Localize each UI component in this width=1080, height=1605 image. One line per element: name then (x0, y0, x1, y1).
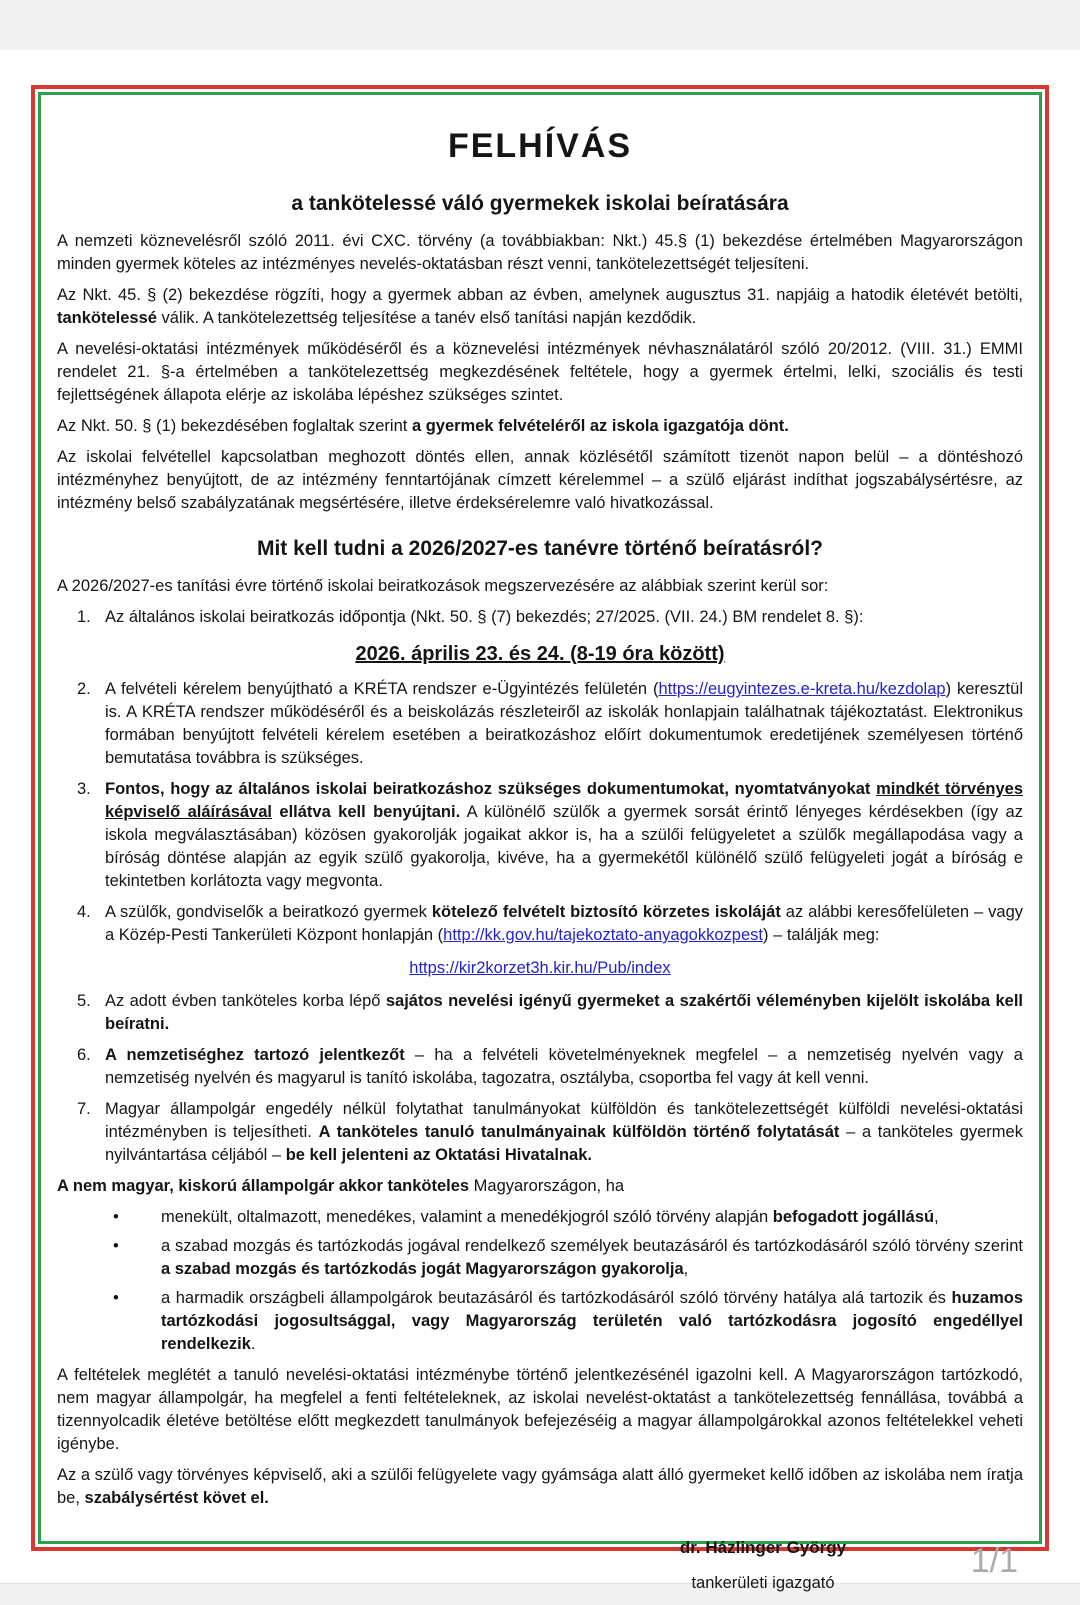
list-item-number: 7. (77, 1100, 91, 1118)
intro-paragraph-2 (57, 284, 1023, 330)
text-segment: huzamos tartózkodási jogosultsággal, vagy Magyarország területén való tartózkodásra jogosító engedéllyel rendelkezik (161, 1289, 1023, 1353)
text-segment: A nemzeti köznevelésről szóló 2011. évi CXC. törvény (a továbbiakban: Nkt.) 45.§ (1) bekezdése értelmében Magyarországon minden gyermek köteles az intézményes nevelés-oktatásban részt venni, tankötelezettségét teljesíteni. (57, 232, 1023, 273)
text-segment: ellátva kell benyújtani. (272, 803, 461, 821)
intro-paragraph-4 (57, 415, 1023, 438)
text-segment: – a tanköteles gyermek nyilvántartása céljából – (105, 1123, 1023, 1164)
list-item-number: 2. (77, 680, 91, 698)
document-page (0, 50, 1080, 1592)
list-item-number: 6. (77, 1046, 91, 1064)
text-segment: A nem magyar, kiskorú állampolgár akkor tanköteles (57, 1177, 470, 1195)
signature-block (613, 1538, 913, 1593)
text-segment: Az Nkt. 45. § (2) bekezdése rögzíti, hogy a gyermek abban az évben, amelynek augusztus 31. napjáig a hatodik életévét betölti, (57, 286, 1023, 304)
list-item-3 (57, 778, 1023, 893)
bullet-text (161, 1206, 1023, 1229)
korzet-link-row (57, 959, 1023, 978)
korzet-search-link[interactable]: https://kir2korzet3h.kir.hu/Pub/index (409, 959, 671, 977)
list-item-text (105, 1044, 1023, 1090)
text-segment: a szabad mozgás és tartózkodás jogával rendelkező személyek beutazásáról és tartózkodásáról szóló törvény szerint (161, 1237, 1023, 1255)
enrollment-date: 2026. április 23. és 24. (8-19 óra között) (355, 643, 725, 665)
list-item-number: 3. (77, 780, 91, 798)
intro-paragraph-1 (57, 230, 1023, 276)
document-red-border (31, 85, 1049, 1592)
section-title: Mit kell tudni a 2026/2027-es tanévre történő beíratásról? (256, 537, 824, 560)
intro-paragraph-3 (57, 338, 1023, 407)
bullet-list (57, 1206, 1023, 1356)
inline-link[interactable]: https://eugyintezes.e-kreta.hu/kezdolap (658, 680, 946, 698)
text-segment: Az általános iskolai beiratkozás időpontja (Nkt. 50. § (7) bekezdés; 27/2025. (VII. 24.) BM rendelet 8. §): (105, 608, 864, 626)
text-segment: A szülők, gondviselők a beiratkozó gyermek (105, 903, 432, 921)
text-segment: ) – találják meg: (762, 926, 880, 944)
bullet-marker: • (113, 1237, 119, 1255)
bullet-item-3 (113, 1287, 1023, 1356)
list-item-5 (57, 990, 1023, 1036)
list-item-7 (57, 1098, 1023, 1167)
text-segment: ) keresztül is. A KRÉTA rendszer működéséről és a beiskolázás részleteiről az iskolák honlapjain találhatnak tájékoztatást. Elektronikus formában benyújtott felvételi kérelem esetében a beiratkozáshoz előírt dokumentumok eredetijének személyesen történő bemutatása továbbra is szükséges. (105, 680, 1023, 767)
text-segment: sajátos nevelési igényű gyermeket a szakértői véleményben kijelölt iskolába kell beíratni. (105, 992, 1023, 1033)
closing-paragraph-1 (57, 1364, 1023, 1456)
bullet-marker: • (113, 1208, 119, 1226)
closing-paragraph-2 (57, 1464, 1023, 1510)
list-item-6 (57, 1044, 1023, 1090)
text-segment: A feltételek meglétét a tanuló nevelési-oktatási intézménybe történő jelentkezésénél igazolni kell. A Magyarországon tartózkodó, nem magyar állampolgár, ha megfelel a fenti feltételeknek, az iskolai nevelést-oktatást a tankötelezettség fennállása, továbbá a tizennyolcadik életéve betöltése előtt megkezdett tanulmányok befejezéséig a magyar állampolgárokkal azonos feltételekkel veheti igénybe. (57, 1366, 1023, 1453)
text-segment: Fontos, hogy az általános iskolai beiratkozáshoz szükséges dokumentumokat, nyomtatványokat (105, 780, 877, 798)
list-item-text (105, 678, 1023, 770)
text-segment: be kell jelenteni az Oktatási Hivatalnak. (285, 1146, 592, 1164)
text-segment: Magyarországon, ha (469, 1177, 625, 1195)
list-item-1 (57, 606, 1023, 629)
viewer-bottom-strip (0, 1583, 1080, 1605)
text-segment: , (683, 1260, 689, 1278)
signature-name: dr. Házlinger György (679, 1538, 847, 1557)
text-segment: Az Nkt. 50. § (1) bekezdésében foglaltak szerint (57, 417, 412, 435)
list-item-text (105, 778, 1023, 893)
list-item-4 (57, 901, 1023, 947)
list-item-text (105, 901, 1023, 947)
inline-link[interactable]: http://kk.gov.hu/tajekoztato-anyagokkozpest (443, 926, 763, 944)
text-segment: A nemzetiséghez tartozó jelentkezőt (105, 1046, 405, 1064)
text-segment: , (934, 1208, 939, 1226)
text-segment: – ha a felvételi követelményeknek megfelel – a nemzetiség nyelvén vagy a nemzetiség nyelvén és magyarul is tanító iskolába, tagozatra, osztályba, csoportba fel vagy át kell venni. (105, 1046, 1023, 1087)
text-segment: befogadott jogállású (772, 1208, 935, 1226)
viewer-top-strip (0, 0, 1080, 50)
text-segment: a gyermek felvételéről az iskola igazgatója dönt. (411, 417, 789, 435)
intro-paragraph-5 (57, 446, 1023, 515)
text-segment: mindkét törvényes képviselő aláírásával (105, 780, 1023, 821)
page-indicator: 1/1 (970, 1542, 1018, 1580)
bullet-marker: • (113, 1289, 119, 1307)
text-segment: menekült, oltalmazott, menedékes, valamint a menedékjogról szóló törvény alapján (161, 1208, 773, 1226)
bullet-item-1 (113, 1206, 1023, 1229)
list-item-2 (57, 678, 1023, 770)
text-segment: tankötelessé (57, 309, 157, 327)
signature-role: tankerületi igazgató (691, 1574, 835, 1592)
bullet-text (161, 1235, 1023, 1281)
text-segment: Az a szülő vagy törvényes képviselő, aki a szülői felügyelete vagy gyámsága alatt álló gyermeket kellő időben az iskolába nem íratja be, (57, 1466, 1023, 1507)
non-hungarian-heading (57, 1175, 1023, 1198)
text-segment: a harmadik országbeli állampolgárok beutazásáról és tartózkodásáról szóló törvény hatálya alá tartozik és (161, 1289, 952, 1307)
doc-title: FELHÍVÁS (447, 127, 633, 165)
text-segment: Az iskolai felvétellel kapcsolatban meghozott döntés ellen, annak közlésétől számított tizenöt napon belül – a döntéshozó intézményhez benyújtott, de az intézmény fenntartójának címzett kérelemmel – a szülő eljárást indíthat jogszabálysértésre, az intézmény belső szabályzatának megsértésére, illetve érdeksérelemre való hivatkozással. (57, 448, 1023, 512)
text-segment: . (250, 1335, 256, 1353)
text-segment: az alábbi keresőfelületen – vagy a Közép-Pesti Tankerületi Központ honlapján ( (105, 903, 1024, 944)
section-intro: A 2026/2027-es tanítási évre történő iskolai beiratkozások megszervezésére az alábbiak szerint kerül sor: (57, 577, 829, 595)
text-segment: A tanköteles tanuló tanulmányainak külföldön történő folytatását (318, 1123, 840, 1141)
text-segment: szabálysértést követ el. (84, 1489, 269, 1507)
list-item-text (105, 1098, 1023, 1167)
document-green-border (38, 92, 1042, 1592)
text-segment: Magyar állampolgár engedély nélkül folytathat tanulmányokat külföldön és tankötelezettségét külföldi nevelési-oktatási intézményben is teljesítheti. (105, 1100, 1023, 1141)
list-item-text (105, 990, 1023, 1036)
text-segment: kötelező felvételt biztosító körzetes iskoláját (431, 903, 781, 921)
list-item-text (105, 606, 1023, 629)
list-item-number: 5. (77, 992, 91, 1010)
text-segment: A nevelési-oktatási intézmények működéséről és a köznevelési intézmények névhasználatáról szóló 20/2012. (VIII. 31.) EMMI rendelet 21. §-a értelmében a tankötelezettség megkezdésének feltétele, hogy a gyermek értelmi, lelki, szociális és testi fejlettségének állapota elérje az iskolába lépéshez szükséges szintet. (57, 340, 1023, 404)
text-segment: a szabad mozgás és tartózkodás jogát Magyarországon gyakorolja (161, 1260, 684, 1278)
text-segment: A felvételi kérelem benyújtható a KRÉTA rendszer e-Ügyintézés felületén ( (105, 680, 659, 698)
bullet-item-2 (113, 1235, 1023, 1281)
doc-subtitle: a tankötelessé váló gyermekek iskolai beíratására (291, 192, 789, 215)
bullet-text (161, 1287, 1023, 1356)
list-item-number: 1. (77, 608, 91, 626)
list-item-number: 4. (77, 903, 91, 921)
text-segment: A különélő szülők a gyermek sorsát érintő lényeges kérdésekben (így az iskola megválasztásában) közösen gyakorolják jogaikat akkor is, ha a szülői felügyeletet a szülők megállapodása vagy a bíróság döntése alapján az egyik szülő gyakorolja, kivéve, ha a gyermekétől különélő szülő felügyeleti jogát a bíróság e tekintetben korlátozta vagy megvonta. (105, 803, 1023, 890)
text-segment: válik. A tankötelezettség teljesítése a tanév első tanítási napján kezdődik. (156, 309, 697, 327)
text-segment: Az adott évben tanköteles korba lépő (105, 992, 386, 1010)
